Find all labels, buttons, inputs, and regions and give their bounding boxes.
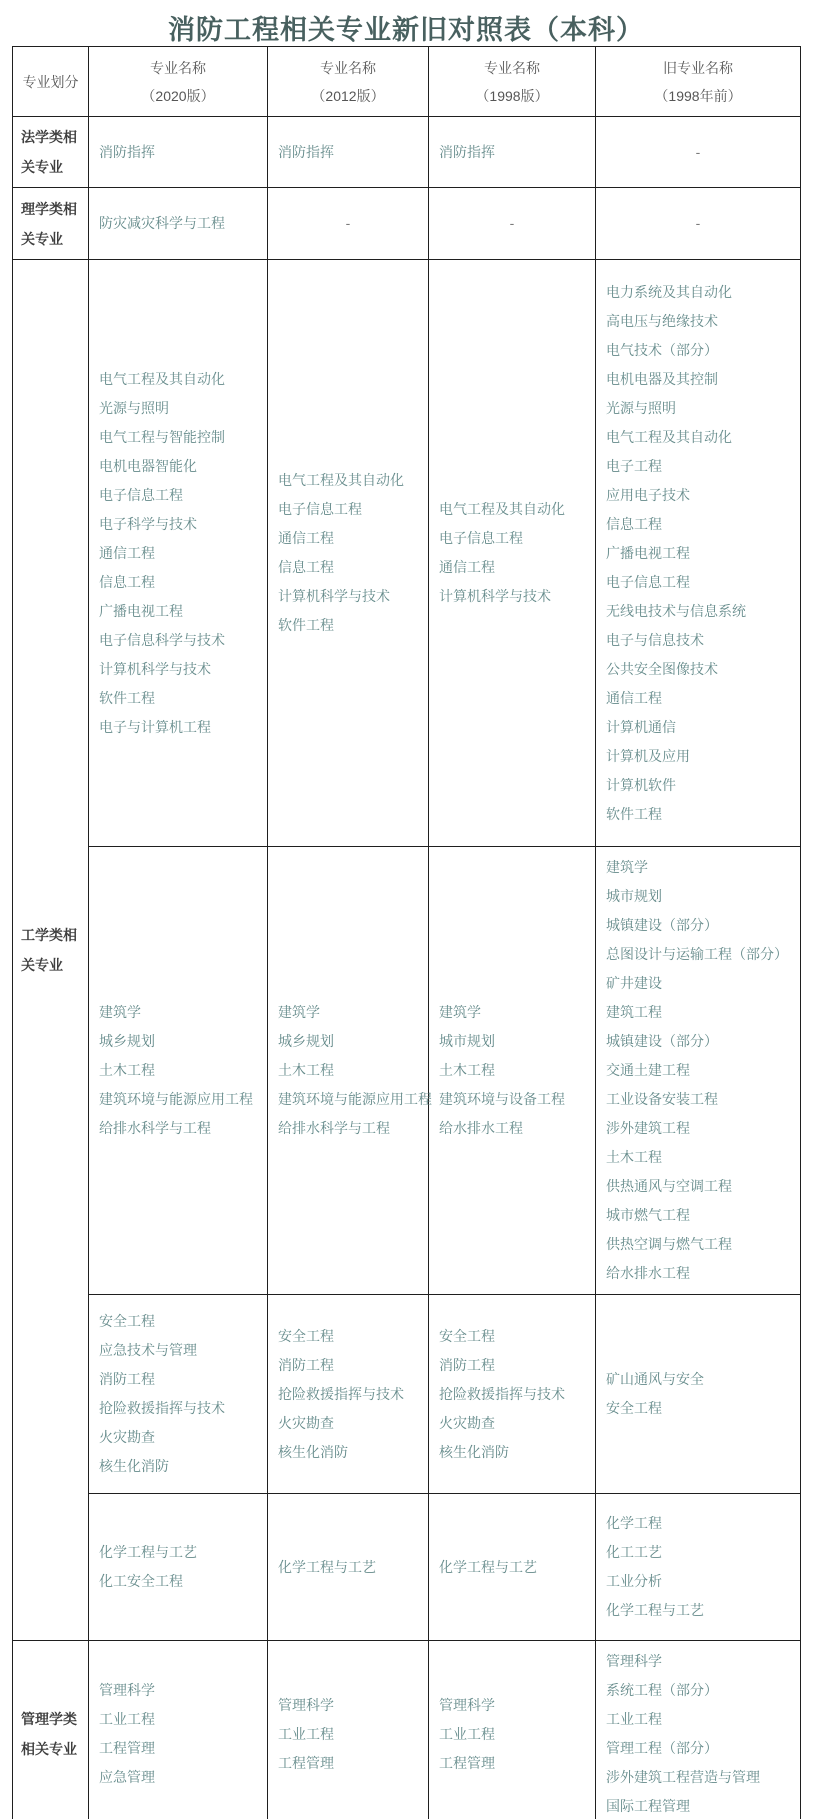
major-item: 电子与计算机工程 [99,718,211,735]
major-item: 电子工程 [606,457,662,474]
major-item: 电子信息科学与技术 [99,631,225,648]
major-item: 城市燃气工程 [606,1207,690,1223]
empty-dash: - [695,143,701,160]
major-item: 交通土建工程 [606,1062,690,1078]
major-item: 建筑学 [99,1004,141,1020]
major-item: 建筑学 [439,1004,481,1020]
major-item: 工业工程 [278,1725,334,1742]
major-item: 工业工程 [606,1711,662,1727]
major-item: 电机电器及其控制 [606,370,718,387]
header-2012 [268,47,429,117]
major-item: 供热通风与空调工程 [606,1178,732,1194]
major-item: 通信工程 [99,544,155,561]
major-item: 矿井建设 [606,975,662,991]
major-item: 城乡规划 [99,1033,155,1049]
cell-cold [596,188,801,260]
major-item: 电气工程与智能控制 [99,428,225,445]
major-item: 国际工程管理 [606,1798,690,1814]
major-item: 抢险救援指挥与技术 [99,1400,225,1416]
major-item: 高电压与绝缘技术 [606,312,718,329]
major-item: 系统工程（部分） [606,1682,718,1698]
major-item: 消防指挥 [278,143,334,160]
header-label: 专业名称 [484,59,540,76]
header-sublabel: （1998年前） [654,87,742,104]
major-item: 电子信息工程 [278,501,362,517]
major-item: 城市规划 [439,1033,495,1049]
major-item: 计算机及应用 [606,747,690,764]
major-item: 火灾勘查 [278,1414,334,1431]
empty-dash: - [345,215,351,231]
cell-c1998 [429,847,596,1295]
major-item: 信息工程 [278,559,334,575]
major-item: 应用电子技术 [606,486,690,503]
major-item: 安全工程 [439,1327,495,1344]
major-item: 安全工程 [99,1313,155,1329]
major-item: 光源与照明 [99,399,169,416]
major-item: 核生化消防 [278,1443,348,1460]
major-item: 管理工程（部分） [606,1740,718,1756]
header-label: 专业划分 [22,73,79,90]
major-item: 给水排水工程 [606,1265,690,1281]
table-row [13,1494,801,1641]
table-header [13,47,801,117]
major-item: 核生化消防 [99,1458,169,1474]
major-item: 电气技术（部分） [606,341,718,358]
major-item: 火灾勘查 [439,1414,495,1431]
cell-c2020 [89,188,268,260]
major-item: 工业工程 [439,1725,495,1742]
major-item: 公共安全图像技术 [606,660,718,677]
major-item: 应急管理 [99,1769,155,1785]
major-item: 防灾减灾科学与工程 [99,215,225,231]
major-item: 建筑环境与能源应用工程 [99,1091,253,1107]
cell-cold [596,1641,801,1819]
cell-cold [596,847,801,1295]
major-item: 信息工程 [99,573,155,590]
major-item: 消防工程 [99,1371,155,1387]
header-label: 旧专业名称 [663,59,733,76]
major-item: 工程管理 [278,1754,334,1771]
cell-c1998 [429,117,596,188]
major-item: 计算机科学与技术 [439,588,551,604]
group-label: 理学类相关专业 [13,188,89,260]
major-item: 城镇建设（部分） [606,1033,718,1049]
major-item: 涉外建筑工程 [606,1120,690,1136]
group-label: 管理学类相关专业 [13,1641,89,1819]
major-item: 电气工程及其自动化 [439,501,565,517]
cell-c2012 [268,260,429,847]
major-item: 土木工程 [278,1062,334,1078]
cell-c1998 [429,1641,596,1819]
major-item: 建筑环境与能源应用工程 [278,1091,432,1107]
major-item: 广播电视工程 [99,602,183,619]
major-item: 安全工程 [278,1327,334,1344]
major-item: 建筑学 [606,859,648,875]
major-item: 电气工程及其自动化 [606,428,732,445]
cell-c2020 [89,847,268,1295]
header-sublabel: （2020版） [141,87,215,104]
table-row [13,188,801,260]
major-item: 电子信息工程 [99,486,183,503]
page-title: 消防工程相关专业新旧对照表（本科） [168,15,644,45]
major-item: 安全工程 [606,1400,662,1416]
major-item: 消防指挥 [99,143,155,160]
major-item: 核生化消防 [439,1443,509,1460]
cell-c2020 [89,1295,268,1494]
major-item: 土木工程 [99,1062,155,1078]
major-item: 供热空调与燃气工程 [606,1236,732,1252]
major-item: 消防指挥 [439,143,495,160]
cell-c1998 [429,1494,596,1641]
major-item: 工程管理 [99,1740,155,1756]
cell-c1998 [429,1295,596,1494]
cell-c1998 [429,260,596,847]
cell-c2020 [89,1641,268,1819]
table-row [13,260,801,847]
major-comparison-table [12,46,801,1819]
empty-dash: - [509,215,515,231]
major-item: 电气工程及其自动化 [278,472,404,488]
major-item: 工业设备安装工程 [606,1091,718,1107]
group-label: 工学类相关专业 [13,260,89,1641]
header-sublabel: （2012版） [311,87,385,104]
major-item: 计算机通信 [606,718,676,735]
table-row [13,1295,801,1494]
major-item: 城市规划 [606,888,662,904]
major-item: 消防工程 [439,1356,495,1373]
major-item: 化学工程与工艺 [99,1544,197,1560]
major-item: 抢险救援指挥与技术 [278,1385,404,1402]
major-item: 软件工程 [99,689,155,706]
major-item: 电子科学与技术 [99,515,197,532]
major-item: 工业分析 [606,1573,662,1589]
major-item: 计算机软件 [606,776,676,793]
major-item: 土木工程 [439,1062,495,1078]
empty-dash: - [695,215,701,231]
table-body [13,117,801,1819]
major-item: 抢险救援指挥与技术 [439,1385,565,1402]
major-item: 计算机科学与技术 [278,588,390,604]
major-item: 建筑工程 [606,1004,662,1020]
major-item: 电子信息工程 [439,530,523,546]
major-item: 工业工程 [99,1711,155,1727]
major-item: 化工工艺 [606,1544,662,1560]
major-item: 化学工程 [606,1515,662,1531]
major-item: 信息工程 [606,515,662,532]
major-item: 电子与信息技术 [606,631,704,648]
header-1998 [429,47,596,117]
cell-c2012 [268,188,429,260]
major-item: 电气工程及其自动化 [99,370,225,387]
major-item: 总图设计与运输工程（部分） [606,946,788,962]
cell-c2012 [268,1295,429,1494]
cell-c2020 [89,117,268,188]
major-item: 电机电器智能化 [99,457,197,474]
major-item: 应急技术与管理 [99,1342,197,1358]
major-item: 软件工程 [606,805,662,822]
major-item: 管理科学 [278,1696,334,1713]
major-item: 化工安全工程 [99,1573,183,1589]
table-row [13,847,801,1295]
major-item: 火灾勘查 [99,1429,155,1445]
major-item: 管理科学 [606,1653,662,1669]
major-item: 建筑环境与设备工程 [439,1091,565,1107]
header-major-division [13,47,89,117]
header-2020 [89,47,268,117]
major-item: 矿山通风与安全 [606,1371,704,1387]
cell-c2012 [268,1494,429,1641]
major-item: 通信工程 [278,530,334,546]
major-item: 管理科学 [99,1682,155,1698]
major-item: 给水排水工程 [439,1120,523,1136]
major-item: 电力系统及其自动化 [606,283,732,300]
table-row [13,117,801,188]
major-item: 化学工程与工艺 [278,1558,376,1575]
major-item: 建筑学 [278,1004,320,1020]
cell-c2020 [89,1494,268,1641]
major-item: 软件工程 [278,617,334,633]
cell-c2020 [89,260,268,847]
major-item: 光源与照明 [606,399,676,416]
major-item: 化学工程与工艺 [606,1602,704,1618]
major-item: 通信工程 [439,559,495,575]
major-item: 计算机科学与技术 [99,660,211,677]
header-label: 专业名称 [150,59,206,76]
major-item: 城乡规划 [278,1033,334,1049]
cell-c2012 [268,1641,429,1819]
major-item: 土木工程 [606,1149,662,1165]
header-label: 专业名称 [320,59,376,76]
major-item: 电子信息工程 [606,573,690,590]
table-row [13,1641,801,1819]
cell-c1998 [429,188,596,260]
cell-c2012 [268,117,429,188]
cell-c2012 [268,847,432,1295]
major-item: 工程管理 [439,1754,495,1771]
major-item: 化学工程与工艺 [439,1558,537,1575]
group-label: 法学类相关专业 [13,117,89,188]
major-item: 无线电技术与信息系统 [606,602,746,619]
header-old [596,47,801,117]
major-item: 广播电视工程 [606,544,690,561]
cell-cold [596,117,801,188]
major-item: 给排水科学与工程 [278,1120,390,1136]
major-item: 城镇建设（部分） [606,917,718,933]
major-item: 消防工程 [278,1356,334,1373]
major-item: 涉外建筑工程营造与管理 [606,1769,760,1785]
cell-cold [596,260,801,847]
major-item: 给排水科学与工程 [99,1120,211,1136]
cell-cold [596,1494,801,1641]
major-item: 管理科学 [439,1696,495,1713]
major-item: 通信工程 [606,689,662,706]
header-sublabel: （1998版） [475,87,549,104]
cell-cold [596,1295,801,1494]
